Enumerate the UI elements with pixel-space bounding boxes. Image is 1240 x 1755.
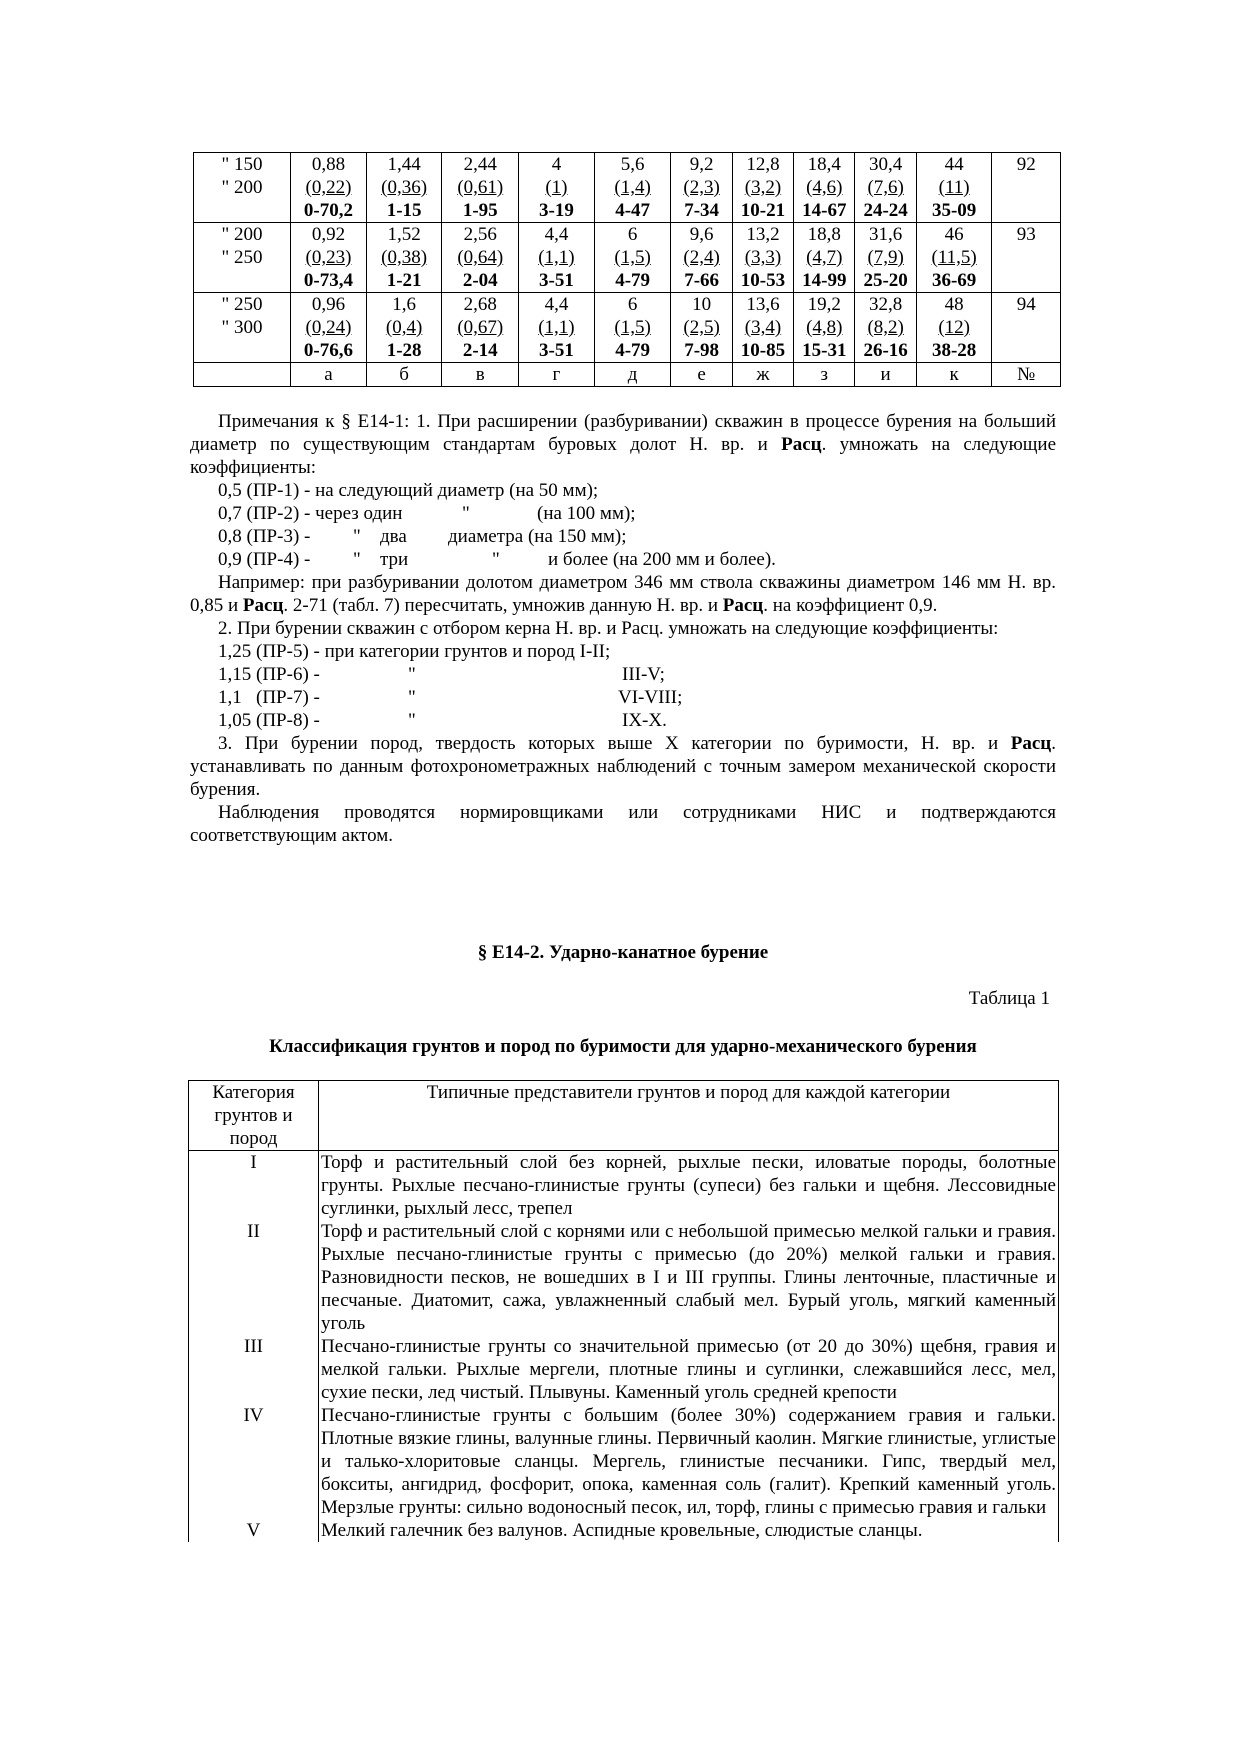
price: 7-34 bbox=[684, 200, 720, 221]
time-norm: 6 bbox=[627, 224, 638, 245]
time-norm: 1,52 bbox=[387, 224, 421, 245]
rate-cell bbox=[519, 223, 595, 293]
rate-cell bbox=[291, 293, 367, 363]
time-norm: 48 bbox=[944, 294, 964, 315]
price: 25-20 bbox=[863, 270, 908, 291]
crew-time: (1,5) bbox=[614, 317, 651, 338]
time-norm: 9,2 bbox=[689, 154, 714, 175]
core-coef-2: 1,15 (ПР-6) - " III-V; bbox=[218, 664, 665, 685]
category-description: Песчано-глинистые грунты с большим (более 30%) содержанием гравия и гальки. Плотные вязкие глины, валунные глины. Первичный каолин. Мягкие глинистые, углистые и талько-хлоритовые сланцы. Мергель, глинистые песчаники. Гипс, твердый мел, бокситы, ангидрид, фосфорит, опока, каменная соль (галит). Крепкий каменный уголь. Мерзлые грунты: сильно водоносный песок, ил, торф, глины с примесью гравия и гальки bbox=[319, 1404, 1059, 1519]
core-coef-1: 1,25 (ПР-5) - при категории грунтов и пород I-II; bbox=[218, 641, 611, 662]
crew-time: (4,6) bbox=[806, 177, 843, 198]
rate-cell bbox=[291, 223, 367, 293]
price: 35-09 bbox=[931, 200, 977, 221]
rate-cell bbox=[855, 223, 916, 293]
category-number: II bbox=[189, 1220, 319, 1335]
time-norm: 5,6 bbox=[620, 154, 645, 175]
time-norm: 9,6 bbox=[689, 224, 714, 245]
rate-cell bbox=[594, 223, 671, 293]
column-letter: б bbox=[366, 363, 442, 387]
price: 0-73,4 bbox=[303, 270, 353, 291]
table-label: Таблица 1 bbox=[968, 988, 1050, 1009]
row-number: 93 bbox=[992, 223, 1061, 293]
rate-cell bbox=[732, 153, 793, 223]
classification-row bbox=[189, 1404, 1059, 1519]
time-norm: 2,56 bbox=[463, 224, 497, 245]
time-norm: 18,8 bbox=[807, 224, 841, 245]
time-norm: 18,4 bbox=[807, 154, 841, 175]
crew-time: (0,38) bbox=[381, 247, 428, 268]
table-caption: Классификация грунтов и пород по буримости для ударно-механического бурения bbox=[269, 1036, 977, 1057]
core-coef-4: 1,05 (ПР-8) - " IX-X. bbox=[218, 710, 667, 731]
price: 4-79 bbox=[615, 270, 651, 291]
rate-cell bbox=[366, 153, 442, 223]
rate-cell bbox=[671, 223, 732, 293]
classification-table-body bbox=[189, 1081, 1059, 1543]
classification-header-row bbox=[189, 1081, 1059, 1151]
diameter-range bbox=[194, 223, 291, 293]
classification-row bbox=[189, 1151, 1059, 1221]
crew-time: (2,4) bbox=[683, 247, 720, 268]
price: 10-85 bbox=[740, 340, 786, 361]
rates-table bbox=[193, 152, 1061, 387]
price: 10-53 bbox=[740, 270, 786, 291]
crew-time: (0,24) bbox=[305, 317, 352, 338]
category-number: V bbox=[189, 1519, 319, 1542]
crew-time: (7,9) bbox=[867, 247, 904, 268]
time-norm: 0,96 bbox=[311, 294, 346, 315]
price: 1-15 bbox=[386, 200, 422, 221]
note-2: 2. При бурении скважин с отбором керна Н. вр. и Расц. умножать на следующие коэффициенты: bbox=[218, 618, 999, 639]
header-category: Категория грунтов и пород bbox=[189, 1081, 319, 1151]
crew-time: (3,4) bbox=[744, 317, 782, 338]
crew-time: (8,2) bbox=[867, 317, 904, 338]
time-norm: 1,44 bbox=[387, 154, 421, 175]
rate-cell bbox=[855, 293, 916, 363]
row-number: 92 bbox=[992, 153, 1061, 223]
price: 24-24 bbox=[863, 200, 908, 221]
time-norm: 0,88 bbox=[311, 154, 346, 175]
empty-cell bbox=[194, 363, 291, 387]
price: 38-28 bbox=[931, 340, 977, 361]
note-4: Наблюдения проводятся нормировщиками или сотрудниками НИС и подтверждаются соответствующим актом. bbox=[190, 802, 1056, 846]
coef-line-4: 0,9 (ПР-4) - " три " и более (на 200 мм и более). bbox=[218, 549, 776, 570]
column-letter: д bbox=[594, 363, 671, 387]
category-number: IV bbox=[189, 1404, 319, 1519]
time-norm: 1,6 bbox=[392, 294, 416, 315]
crew-time: (1,1) bbox=[538, 247, 575, 268]
diameter-value: " 150 bbox=[221, 154, 263, 175]
crew-time: (0,36) bbox=[381, 177, 428, 198]
time-norm: 12,8 bbox=[746, 154, 780, 175]
price: 1-28 bbox=[386, 340, 422, 361]
rates-row bbox=[194, 293, 1061, 363]
rate-cell bbox=[916, 153, 992, 223]
coef-line-1: 0,5 (ПР-1) - на следующий диаметр (на 50 мм); bbox=[218, 480, 599, 501]
price: 3-51 bbox=[539, 270, 574, 291]
price: 10-21 bbox=[740, 200, 786, 221]
time-norm: 13,6 bbox=[746, 294, 780, 315]
time-norm: 46 bbox=[944, 224, 964, 245]
category-description: Песчано-глинистые грунты со значительной примесью (от 20 до 30%) щебня, гравия и мелкой гальки. Рыхлые мергели, плотные глины и суглинки, слежавшийся лесс, мел, сухие пески, лед чистый. Плывуны. Каменный уголь средней крепости bbox=[319, 1335, 1059, 1404]
category-number: I bbox=[189, 1151, 319, 1221]
rate-cell bbox=[916, 223, 992, 293]
header-description: Типичные представители грунтов и пород для каждой категории bbox=[319, 1081, 1059, 1151]
crew-time: (0,22) bbox=[305, 177, 352, 198]
crew-time: (12) bbox=[938, 317, 970, 338]
column-letter: к bbox=[916, 363, 992, 387]
rates-row bbox=[194, 223, 1061, 293]
crew-time: (7,6) bbox=[867, 177, 904, 198]
crew-time: (0,67) bbox=[457, 317, 504, 338]
rate-cell bbox=[442, 293, 519, 363]
row-number: 94 bbox=[992, 293, 1061, 363]
price: 2-04 bbox=[462, 270, 498, 291]
time-norm: 6 bbox=[627, 294, 638, 315]
note-example: Например: при разбуривании долотом диаметром 346 мм ствола скважины диаметром 146 мм Н. вр. 0,85 и Расц. 2-71 (табл. 7) пересчитать, умножив данную Н. вр. и Расц. на коэффициент 0,9. bbox=[190, 572, 1056, 616]
classification-row bbox=[189, 1519, 1059, 1542]
coef-line-2: 0,7 (ПР-2) - через один " (на 100 мм); bbox=[218, 503, 636, 524]
rate-cell bbox=[671, 293, 732, 363]
notes-block bbox=[190, 410, 1056, 847]
rate-cell bbox=[442, 223, 519, 293]
time-norm: 13,2 bbox=[746, 224, 780, 245]
note-1: Примечания к § Е14-1: 1. При расширении (разбуривании) скважин в процессе бурения на больший диаметр по существующим стандартам буровых долот Н. вр. и Расц. умножать на следующие коэффициенты: bbox=[190, 411, 1057, 478]
price: 7-98 bbox=[684, 340, 720, 361]
crew-time: (2,3) bbox=[683, 177, 720, 198]
core-coef-3: 1,1 (ПР-7) - " VI-VIII; bbox=[218, 687, 683, 708]
note-3: 3. При бурении пород, твердость которых выше X категории по буримости, Н. вр. и Расц. устанавливать по данным фотохронометражных наблюдений с точным замером механической скорости бурения. bbox=[190, 733, 1056, 800]
crew-time: (11) bbox=[938, 177, 970, 198]
price: 14-67 bbox=[802, 200, 847, 221]
price: 1-21 bbox=[386, 270, 422, 291]
time-norm: 4 bbox=[551, 154, 562, 175]
rate-cell bbox=[519, 153, 595, 223]
rate-cell bbox=[594, 153, 671, 223]
diameter-value: " 250 bbox=[221, 294, 263, 315]
crew-time: (1) bbox=[545, 177, 568, 198]
time-norm: 44 bbox=[944, 154, 964, 175]
crew-time: (1,4) bbox=[614, 177, 651, 198]
crew-time: (3,2) bbox=[744, 177, 782, 198]
rate-cell bbox=[855, 153, 916, 223]
column-letter: а bbox=[291, 363, 367, 387]
diameter-range bbox=[194, 153, 291, 223]
diameter-value: " 250 bbox=[221, 247, 263, 268]
crew-time: (0,61) bbox=[457, 177, 504, 198]
category-number: III bbox=[189, 1335, 319, 1404]
price: 4-47 bbox=[615, 200, 651, 221]
classification-table bbox=[188, 1080, 1059, 1542]
crew-time: (0,23) bbox=[305, 247, 352, 268]
coef-line-3: 0,8 (ПР-3) - " два диаметра (на 150 мм); bbox=[218, 526, 627, 547]
classification-row bbox=[189, 1335, 1059, 1404]
crew-time: (1,1) bbox=[538, 317, 575, 338]
diameter-value: " 200 bbox=[221, 224, 263, 245]
rates-table-body bbox=[194, 153, 1061, 387]
price: 36-69 bbox=[931, 270, 977, 291]
rate-cell bbox=[366, 293, 442, 363]
rate-cell bbox=[794, 293, 855, 363]
column-letter: ж bbox=[732, 363, 793, 387]
rate-cell bbox=[732, 293, 793, 363]
column-letter: з bbox=[794, 363, 855, 387]
time-norm: 4,4 bbox=[544, 294, 569, 315]
time-norm: 4,4 bbox=[544, 224, 569, 245]
price: 3-19 bbox=[539, 200, 574, 221]
price: 15-31 bbox=[802, 340, 847, 361]
column-letter: г bbox=[519, 363, 595, 387]
rate-cell bbox=[519, 293, 595, 363]
column-letter: е bbox=[671, 363, 732, 387]
price: 26-16 bbox=[863, 340, 908, 361]
time-norm: 32,8 bbox=[869, 294, 903, 315]
diameter-value: " 200 bbox=[221, 177, 263, 198]
crew-time: (4,8) bbox=[806, 317, 843, 338]
category-description: Мелкий галечник без валунов. Аспидные кровельные, слюдистые сланцы. bbox=[319, 1519, 1059, 1542]
time-norm: 2,44 bbox=[463, 154, 497, 175]
rate-cell bbox=[671, 153, 732, 223]
diameter-range bbox=[194, 293, 291, 363]
crew-time: (3,3) bbox=[744, 247, 782, 268]
time-norm: 31,6 bbox=[869, 224, 903, 245]
column-letters-row bbox=[194, 363, 1061, 387]
time-norm: 0,92 bbox=[311, 224, 346, 245]
price: 14-99 bbox=[802, 270, 847, 291]
rate-cell bbox=[794, 223, 855, 293]
crew-time: (2,5) bbox=[683, 317, 720, 338]
rate-cell bbox=[366, 223, 442, 293]
classification-row bbox=[189, 1220, 1059, 1335]
section-title: § Е14-2. Ударно-канатное бурение bbox=[477, 942, 769, 963]
price: 0-70,2 bbox=[303, 200, 353, 221]
price: 3-51 bbox=[539, 340, 574, 361]
column-letter: в bbox=[442, 363, 519, 387]
category-description: Торф и растительный слой без корней, рыхлые пески, иловатые породы, болотные грунты. Рыхлые песчано-глинистые грунты (супеси) без гальки и щебня. Лессовидные суглинки, рыхлый лесс, трепел bbox=[319, 1151, 1059, 1221]
price: 1-95 bbox=[462, 200, 498, 221]
rate-cell bbox=[916, 293, 992, 363]
crew-time: (0,4) bbox=[385, 317, 423, 338]
crew-time: (11,5) bbox=[931, 247, 977, 268]
rate-cell bbox=[794, 153, 855, 223]
rates-row bbox=[194, 153, 1061, 223]
price: 2-14 bbox=[462, 340, 498, 361]
price: 4-79 bbox=[615, 340, 651, 361]
price: 0-76,6 bbox=[303, 340, 353, 361]
rate-cell bbox=[594, 293, 671, 363]
rate-cell bbox=[442, 153, 519, 223]
crew-time: (4,7) bbox=[806, 247, 843, 268]
column-letter: и bbox=[855, 363, 916, 387]
time-norm: 19,2 bbox=[807, 294, 841, 315]
crew-time: (1,5) bbox=[614, 247, 651, 268]
price: 7-66 bbox=[684, 270, 720, 291]
time-norm: 30,4 bbox=[869, 154, 903, 175]
number-label: № bbox=[992, 363, 1061, 387]
rate-cell bbox=[291, 153, 367, 223]
time-norm: 2,68 bbox=[463, 294, 497, 315]
category-description: Торф и растительный слой с корнями или с небольшой примесью мелкой гальки и гравия. Рыхлые песчано-глинистые грунты с примесью (до 20%) мелкой гальки и гравия. Разновидности песков, не вошедших в I и III группы. Глины ленточные, пластичные и песчаные. Диатомит, сажа, увлажненный слабый мел. Бурый уголь, мягкий каменный уголь bbox=[319, 1220, 1059, 1335]
diameter-value: " 300 bbox=[221, 317, 263, 338]
rate-cell bbox=[732, 223, 793, 293]
time-norm: 10 bbox=[692, 294, 712, 315]
crew-time: (0,64) bbox=[457, 247, 504, 268]
